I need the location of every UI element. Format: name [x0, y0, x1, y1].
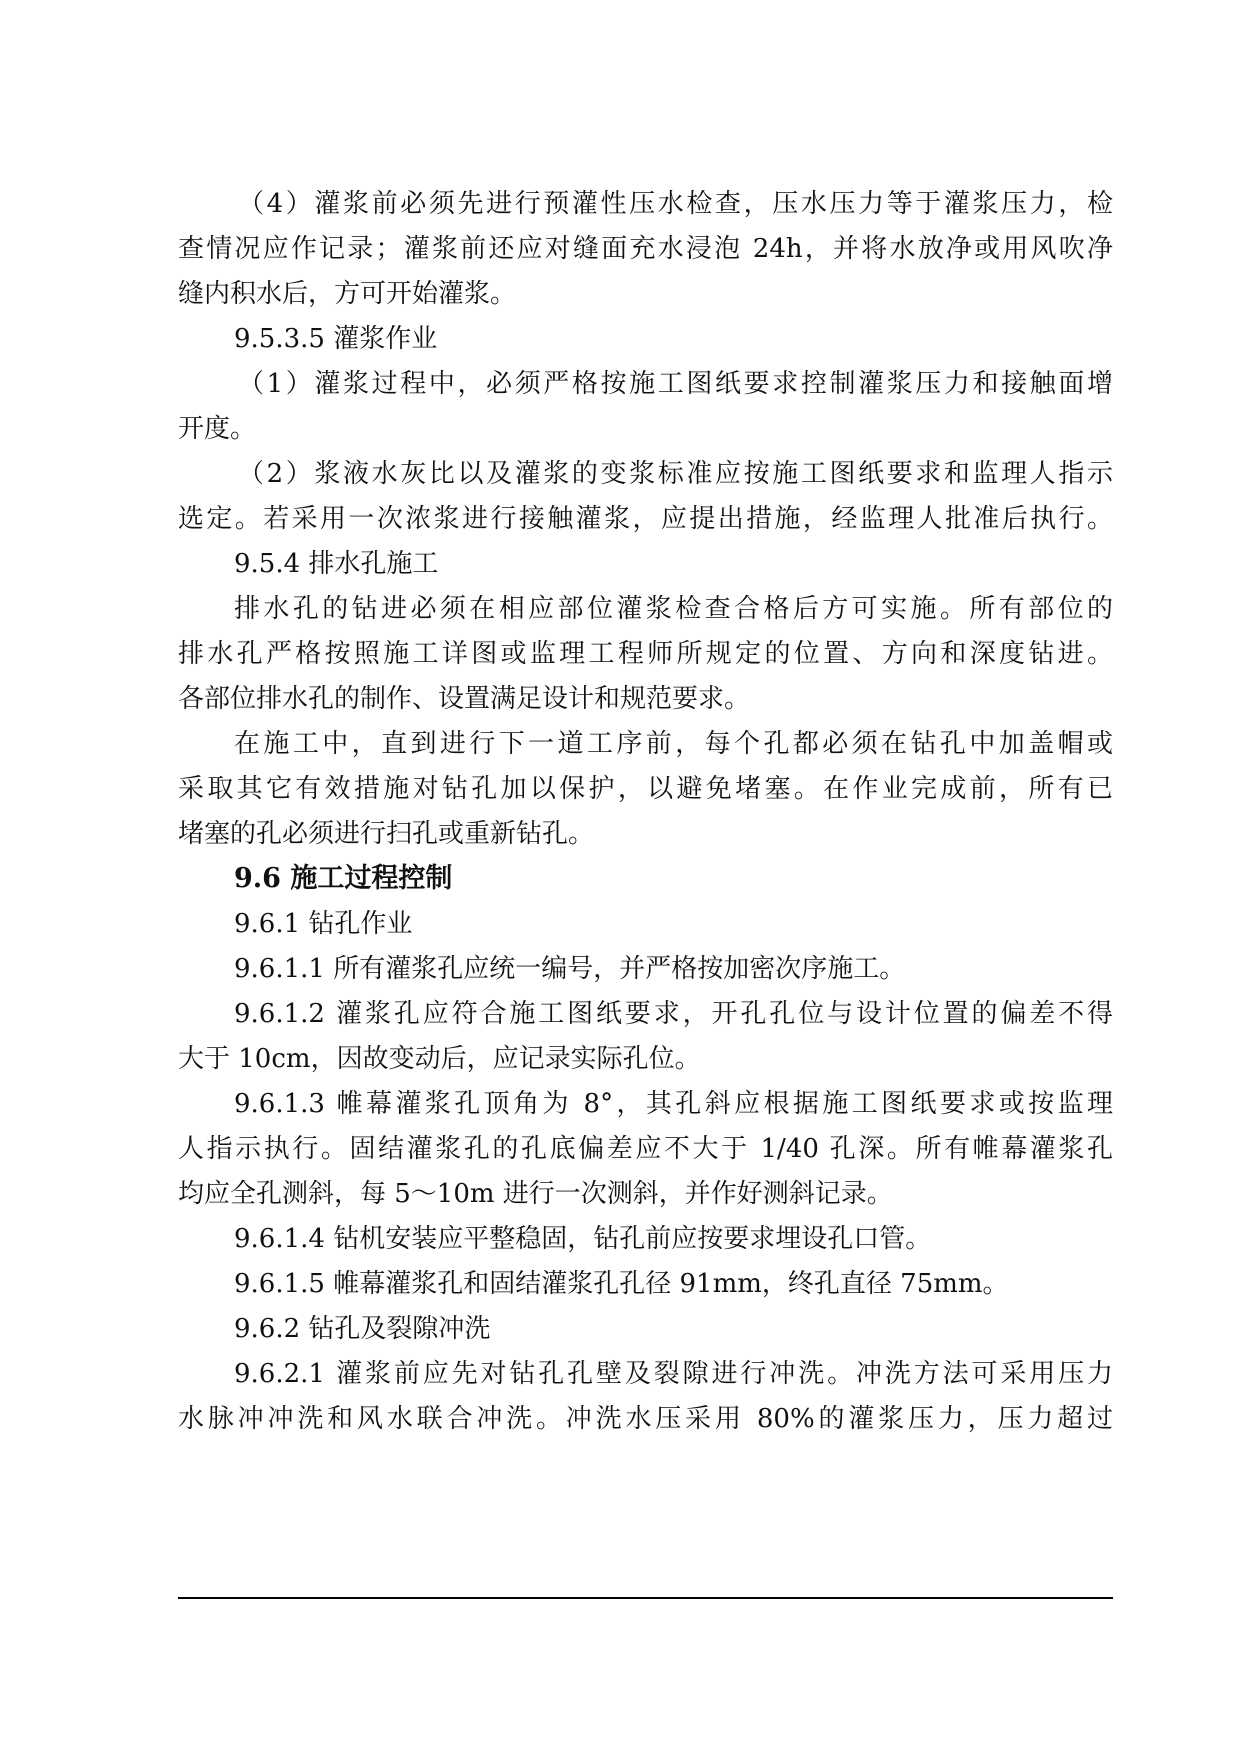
paragraph-line: 排水孔的钻进必须在相应部位灌浆检查合格后方可实施。所有部位的	[234, 594, 1113, 624]
paragraph-line: （4）灌浆前必须先进行预灌性压水检查，压水压力等于灌浆压力，检	[238, 189, 1113, 219]
paragraph-line: 9.6.2.1 灌浆前应先对钻孔孔壁及裂隙进行冲洗。冲洗方法可采用压力	[234, 1359, 1113, 1389]
paragraph-line: 9.6.1.2 灌浆孔应符合施工图纸要求，开孔孔位与设计位置的偏差不得	[234, 999, 1113, 1029]
paragraph-line: 9.6.1.1 所有灌浆孔应统一编号，并严格按加密次序施工。	[234, 954, 906, 984]
paragraph-line: 选定。若采用一次浓浆进行接触灌浆，应提出措施，经监理人批准后执行。	[178, 504, 1113, 534]
paragraph-line: 开度。	[178, 414, 257, 444]
section-heading-9-6-1: 9.6.1 钻孔作业	[234, 909, 413, 939]
paragraph-line: 堵塞的孔必须进行扫孔或重新钻孔。	[178, 819, 595, 849]
paragraph-line: 缝内积水后，方可开始灌浆。	[178, 279, 517, 309]
section-heading-9-6-2: 9.6.2 钻孔及裂隙冲洗	[234, 1314, 491, 1344]
footer-rule	[178, 1597, 1113, 1599]
section-heading-9-5-4: 9.5.4 排水孔施工	[234, 549, 439, 579]
paragraph-line: 大于 10cm，因故变动后，应记录实际孔位。	[178, 1044, 701, 1074]
paragraph-line: 水脉冲冲洗和风水联合冲洗。冲洗水压采用 80%的灌浆压力，压力超过	[178, 1404, 1113, 1434]
paragraph-line: 在施工中，直到进行下一道工序前，每个孔都必须在钻孔中加盖帽或	[234, 729, 1113, 759]
paragraph-line: （2）浆液水灰比以及灌浆的变浆标准应按施工图纸要求和监理人指示	[238, 459, 1113, 489]
paragraph-line: 9.6.1.5 帷幕灌浆孔和固结灌浆孔孔径 91mm，终孔直径 75mm。	[234, 1269, 1009, 1299]
paragraph-line: 查情况应作记录；灌浆前还应对缝面充水浸泡 24h，并将水放净或用风吹净	[178, 234, 1113, 264]
paragraph-line: 各部位排水孔的制作、设置满足设计和规范要求。	[178, 684, 751, 714]
paragraph-line: 均应全孔测斜，每 5～10m 进行一次测斜，并作好测斜记录。	[178, 1179, 893, 1209]
paragraph-line: 采取其它有效措施对钻孔加以保护，以避免堵塞。在作业完成前，所有已	[178, 774, 1113, 804]
document-page	[178, 182, 1113, 1582]
paragraph-line: 9.6.1.4 钻机安装应平整稳固，钻孔前应按要求埋设孔口管。	[234, 1224, 932, 1254]
section-heading-9-6: 9.6 施工过程控制	[234, 863, 453, 894]
paragraph-line: 人指示执行。固结灌浆孔的孔底偏差应不大于 1/40 孔深。所有帷幕灌浆孔	[178, 1134, 1113, 1164]
paragraph-line: 9.6.1.3 帷幕灌浆孔顶角为 8°，其孔斜应根据施工图纸要求或按监理	[234, 1089, 1113, 1119]
section-heading-9-5-3-5: 9.5.3.5 灌浆作业	[234, 324, 438, 354]
paragraph-line: 排水孔严格按照施工详图或监理工程师所规定的位置、方向和深度钻进。	[178, 639, 1113, 669]
paragraph-line: （1）灌浆过程中，必须严格按施工图纸要求控制灌浆压力和接触面增	[238, 369, 1113, 399]
